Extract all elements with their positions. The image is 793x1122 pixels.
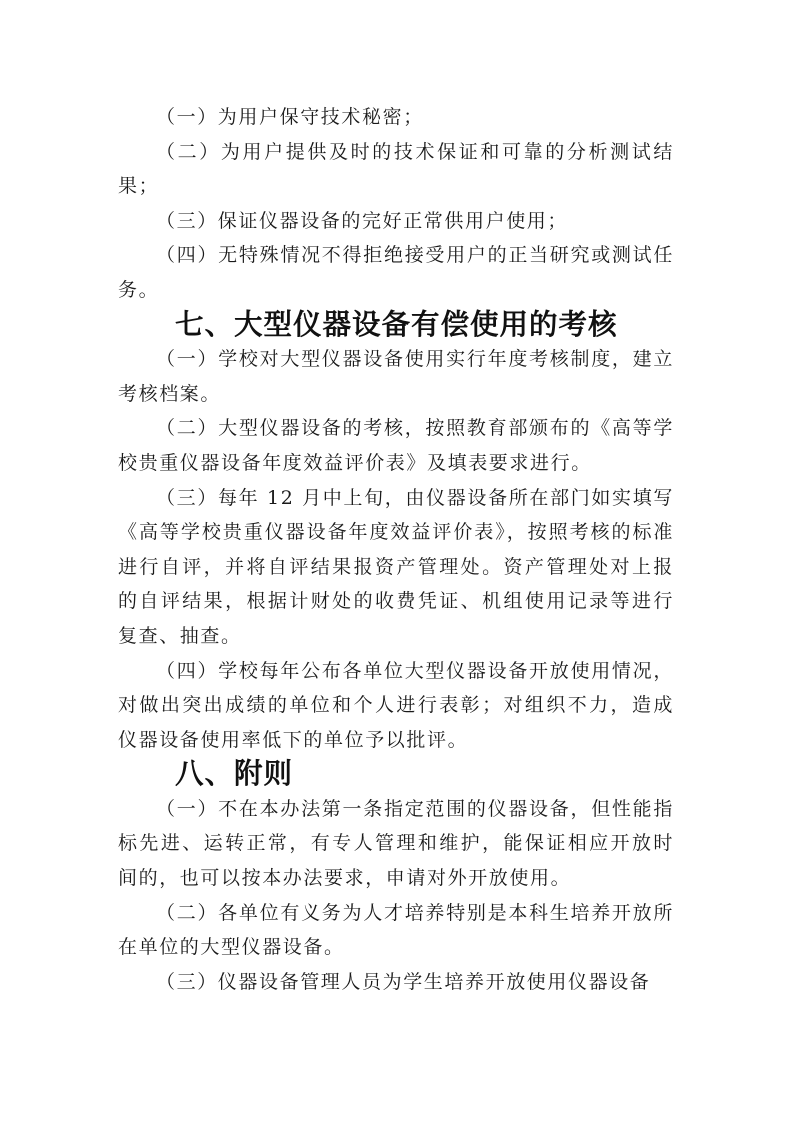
section-heading-7: 七、大型仪器设备有偿使用的考核: [175, 307, 618, 341]
paragraph-7-2: （二）大型仪器设备的考核，按照教育部颁布的《高等学校贵重仪器设备年度效益评价表》及填表要求进行。: [118, 417, 674, 474]
paragraph-7-3: （三）每年 12 月中上旬，由仪器设备所在部门如实填写《高等学校贵重仪器设备年度效益评价表》，按照考核的标准进行自评，并将自评结果报资产管理处。资产管理处对上报的自评结果，根据计财处的收费凭证、机组使用记录等进行复查、抽查。: [118, 486, 674, 647]
paragraph-7-4: （四）学校每年公布各单位大型仪器设备开放使用情况，对做出突出成绩的单位和个人进行表彰；对组织不力，造成仪器设备使用率低下的单位予以批评。: [118, 659, 674, 751]
paragraph-8-1: （一）不在本办法第一条指定范围的仪器设备，但性能指标先进、运转正常，有专人管理和维护，能保证相应开放时间的，也可以按本办法要求，申请对外开放使用。: [118, 797, 674, 890]
paragraph-6-4: （四）无特殊情况不得拒绝接受用户的正当研究或测试任务。: [118, 244, 674, 301]
section-heading-8: 八、附则: [175, 757, 294, 791]
paragraph-6-2: （二）为用户提供及时的技术保证和可靠的分析测试结果；: [118, 140, 674, 198]
paragraph-6-3: （三）保证仪器设备的完好正常供用户使用；: [156, 209, 569, 232]
paragraph-8-3: （三）仪器设备管理人员为学生培养开放使用仪器设备: [156, 970, 651, 993]
paragraph-6-1: （一）为用户保守技术秘密；: [156, 106, 424, 128]
document-body: [118, 100, 674, 999]
paragraph-7-1: （一）学校对大型仪器设备使用实行年度考核制度，建立考核档案。: [118, 348, 674, 405]
paragraph-8-2: （二）各单位有义务为人才培养特别是本科生培养开放所在单位的大型仪器设备。: [118, 901, 674, 959]
